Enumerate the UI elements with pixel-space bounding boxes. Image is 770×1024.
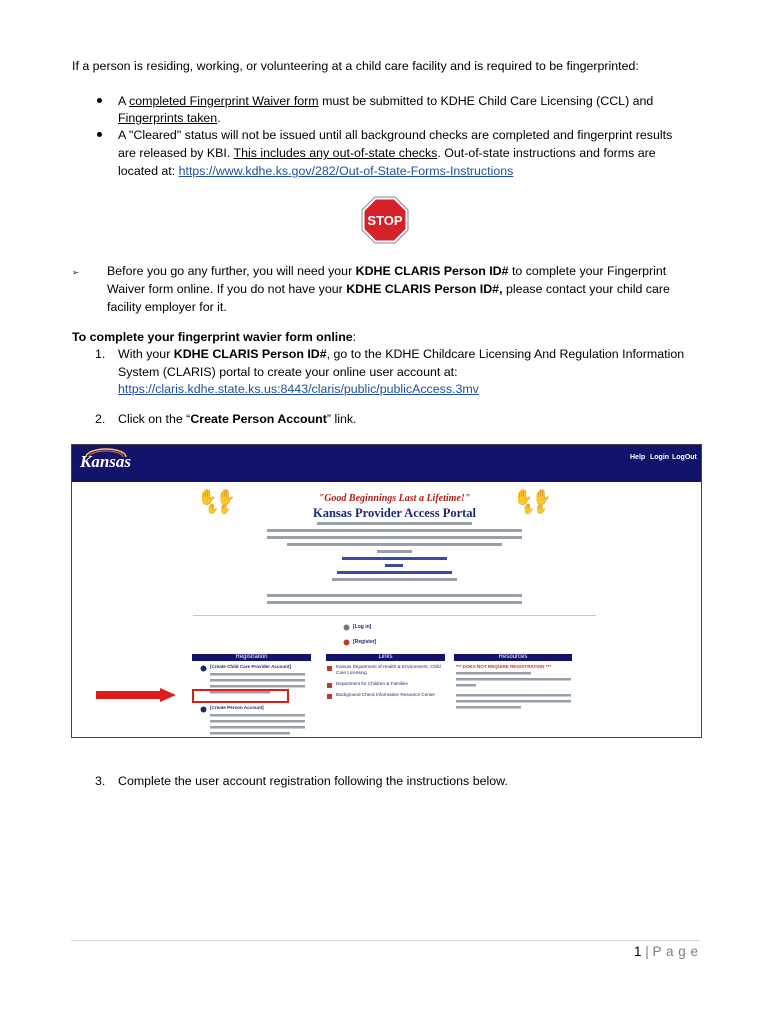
section-title-colon: :: [352, 330, 357, 344]
out-of-state-underline: This includes any out-of-state checks: [233, 146, 438, 160]
bullet-2-line-1: A "Cleared" status will not be issued until all background checks are completed and fingerprint results: [118, 128, 673, 142]
registration-column-header: Registration: [192, 654, 311, 661]
claris-portal-link[interactable]: https://claris.kdhe.state.ks.us:8443/claris/public/publicAccess.3mv: [118, 382, 479, 396]
step-1-number: 1.: [95, 347, 106, 361]
footer-divider: [71, 940, 700, 941]
notice-line-1: [107, 262, 666, 280]
portal-nav-login[interactable]: Login: [650, 454, 670, 461]
bullet-2-text-a: are released by KBI.: [118, 146, 234, 160]
notice-text-d: please contact your child care: [502, 282, 670, 296]
create-person-account-highlight: [192, 689, 289, 703]
step-3-number: 3.: [95, 774, 106, 788]
portal-nav-help[interactable]: Help: [630, 454, 646, 461]
bullet-2-text-c: located at:: [118, 164, 179, 178]
portal-register-link[interactable]: [Register]: [353, 639, 377, 645]
hands-icon: [200, 665, 207, 672]
portal-screenshot: [71, 444, 702, 738]
portal-slogan: "Good Beginnings Last a Lifetime!": [318, 493, 471, 504]
bullet-2-line-2: [118, 144, 656, 162]
bullet-1-text-c: .: [217, 111, 221, 125]
portal-welcome-text: [267, 522, 522, 612]
fingerprint-waiver-link[interactable]: completed Fingerprint Waiver form: [129, 94, 319, 108]
stop-sign-icon: [361, 196, 409, 244]
step-2-line: [118, 410, 357, 428]
bullet-1-text-a: A: [118, 94, 130, 108]
red-arrow-icon: [96, 688, 176, 702]
portal-nav-logout[interactable]: LogOut: [672, 454, 697, 461]
page-footer: [634, 943, 699, 961]
section-title-text: To complete your fingerprint wavier form online: [72, 330, 353, 344]
portal-login-link[interactable]: [Log in]: [353, 624, 372, 630]
notice-id-bold-2: KDHE CLARIS Person ID#,: [346, 282, 503, 296]
step-1-line-1: [118, 345, 684, 363]
resources-description: [456, 672, 574, 717]
handprint-icon: ✋✋: [522, 504, 547, 515]
link-icon: [326, 665, 333, 672]
notice-id-bold: KDHE CLARIS Person ID#: [355, 264, 509, 278]
step-3-line: Complete the user account registration following the instructions below.: [118, 774, 508, 788]
notice-text-b: to complete your Fingerprint: [508, 264, 667, 278]
portal-title: Kansas Provider Access Portal: [312, 506, 477, 520]
bullet-dot: [97, 98, 102, 103]
fingerprints-taken-link[interactable]: Fingerprints taken: [118, 111, 218, 125]
register-icon: [343, 639, 350, 646]
links-item-kdhe[interactable]: Kansas Department of Health & Environment, Child Care Licensing: [336, 664, 441, 675]
create-provider-account-link[interactable]: [Create Child Care Provider Account]: [210, 664, 292, 669]
step-2-bold: Create Person Account: [190, 412, 327, 426]
step-2-text-a: Click on the “: [118, 412, 191, 426]
handprint-icon: ✋✋: [514, 489, 552, 506]
intro-text: If a person is residing, working, or volunteering at a child care facility and is required to be fingerprinted:: [72, 59, 639, 73]
handprint-icon: ✋✋: [206, 504, 231, 515]
key-icon: [343, 624, 350, 631]
step-1-bold: KDHE CLARIS Person ID#: [173, 347, 327, 361]
step-2-text-b: ” link.: [326, 412, 357, 426]
out-of-state-forms-link[interactable]: https://www.kdhe.ks.gov/282/Out-of-State-Forms-Instructions: [178, 164, 514, 178]
resources-no-registration: *** DOES NOT REQUIRE REGISTRATION ***: [456, 664, 552, 669]
bullet-1-line-1: [118, 92, 653, 110]
section-title: [72, 328, 356, 346]
rainbow-icon: [84, 448, 128, 458]
portal-header: [72, 445, 701, 482]
stop-sign-label: STOP: [367, 213, 403, 228]
links-column-header: Links: [326, 654, 445, 661]
step-1-line-2: System (CLARIS) portal to create your online user account at:: [118, 365, 458, 379]
links-item-background-check[interactable]: Background Check Information Resource Center: [336, 692, 436, 697]
resources-column-header: Resources: [454, 654, 572, 661]
bullet-2-text-b: . Out-of-state instructions and forms are: [437, 146, 656, 160]
person-account-description: [210, 714, 310, 736]
notice-line-2: [107, 280, 670, 298]
page-separator: |: [641, 944, 653, 959]
notice-text-a: Before you go any further, you will need your: [107, 264, 356, 278]
step-2-number: 2.: [95, 412, 106, 426]
notice-line-3: facility employer for it.: [107, 300, 227, 314]
notice-text-c: Waiver form online. If you do not have your: [107, 282, 347, 296]
link-icon: [326, 682, 333, 689]
arrow-marker: ➢: [72, 268, 79, 277]
bullet-2-line-3: [118, 162, 513, 180]
page-word: P a g e: [652, 944, 699, 959]
step-1-text-b: , go to the KDHE Childcare Licensing And Regulation Information: [326, 347, 685, 361]
bullet-1-line-2: [118, 109, 221, 127]
link-icon: [326, 693, 333, 700]
bullet-1-text-b: must be submitted to KDHE Child Care Licensing (CCL) and: [318, 94, 654, 108]
page-number: 1: [634, 944, 642, 959]
kansas-logo: Kansas: [80, 452, 132, 471]
hands-icon: [200, 706, 207, 713]
bullet-dot: [97, 132, 102, 137]
handprint-icon: ✋✋: [198, 489, 236, 506]
links-item-dcf[interactable]: Department for Children & Families: [336, 681, 408, 686]
create-person-account-link[interactable]: [Create Person Account]: [210, 705, 264, 710]
divider: [193, 615, 596, 617]
step-1-text-a: With your: [118, 347, 174, 361]
